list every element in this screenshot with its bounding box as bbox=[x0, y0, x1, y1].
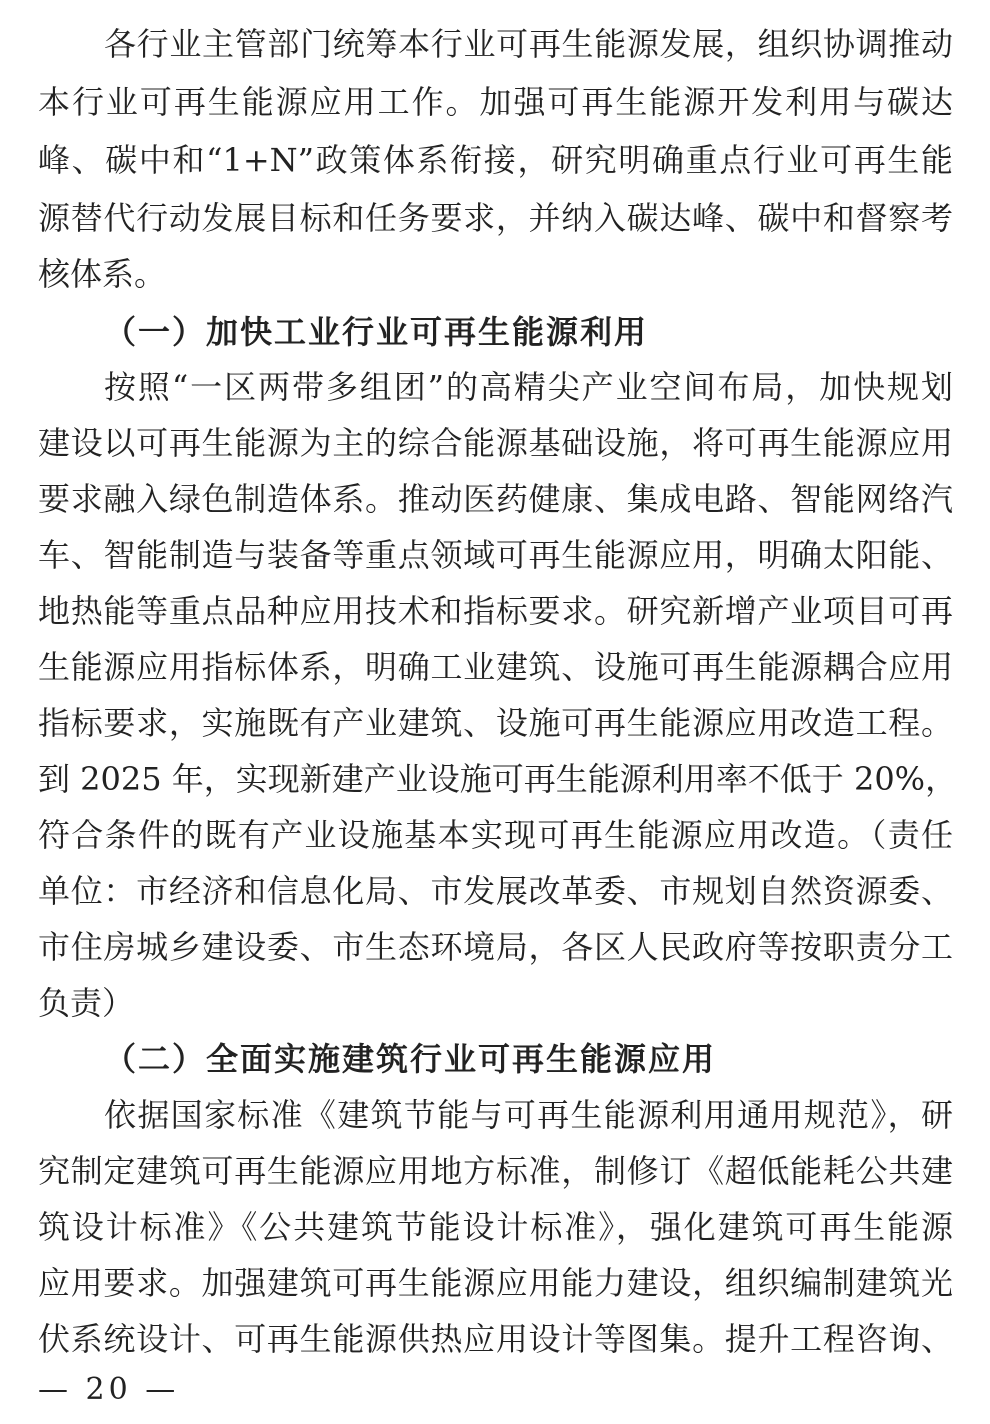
section-heading: （二）全面实施建筑行业可再生能源应用 bbox=[104, 1040, 717, 1078]
paragraph-line: 要求融入绿色制造体系。推动医药健康、集成电路、智能网络汽 bbox=[38, 480, 953, 518]
paragraph-line: 依据国家标准《建筑节能与可再生能源利用通用规范》，研 bbox=[104, 1096, 953, 1134]
page-number: — 20 — bbox=[38, 1372, 180, 1407]
paragraph-line: 本行业可再生能源应用工作。加强可再生能源开发利用与碳达 bbox=[38, 83, 953, 121]
paragraph-line: 车、智能制造与装备等重点领域可再生能源应用，明确太阳能、 bbox=[38, 536, 953, 574]
paragraph-line: 应用要求。加强建筑可再生能源应用能力建设，组织编制建筑光 bbox=[38, 1264, 953, 1302]
paragraph-line: 核体系。 bbox=[38, 255, 167, 293]
paragraph-line: 地热能等重点品种应用技术和指标要求。研究新增产业项目可再 bbox=[38, 592, 953, 630]
section-heading: （一）加快工业行业可再生能源利用 bbox=[104, 313, 649, 351]
paragraph-line: 单位：市经济和信息化局、市发展改革委、市规划自然资源委、 bbox=[38, 872, 953, 910]
paragraph-line: 建设以可再生能源为主的综合能源基础设施，将可再生能源应用 bbox=[38, 424, 953, 462]
paragraph-line: 到 2025 年，实现新建产业设施可再生能源利用率不低于 20%， bbox=[38, 760, 958, 798]
paragraph-line: 究制定建筑可再生能源应用地方标准，制修订《超低能耗公共建 bbox=[38, 1152, 953, 1190]
paragraph-line: 生能源应用指标体系，明确工业建筑、设施可再生能源耦合应用 bbox=[38, 648, 953, 686]
paragraph-line: 各行业主管部门统筹本行业可再生能源发展，组织协调推动 bbox=[104, 25, 953, 63]
paragraph-line: 筑设计标准》《公共建筑节能设计标准》，强化建筑可再生能源 bbox=[38, 1208, 953, 1246]
paragraph-line: 源替代行动发展目标和任务要求，并纳入碳达峰、碳中和督察考 bbox=[38, 199, 953, 237]
paragraph-line: 指标要求，实施既有产业建筑、设施可再生能源应用改造工程。 bbox=[38, 704, 953, 742]
paragraph-line: 峰、碳中和“1+N”政策体系衔接，研究明确重点行业可再生能 bbox=[38, 141, 953, 179]
paragraph-line: 符合条件的既有产业设施基本实现可再生能源应用改造。（责任 bbox=[38, 816, 953, 854]
paragraph-line: 按照“一区两带多组团”的高精尖产业空间布局，加快规划 bbox=[104, 368, 953, 406]
paragraph-line: 市住房城乡建设委、市生态环境局，各区人民政府等按职责分工 bbox=[38, 928, 953, 966]
paragraph-line: 负责） bbox=[38, 984, 135, 1022]
paragraph-line: 伏系统设计、可再生能源供热应用设计等图集。提升工程咨询、 bbox=[38, 1320, 953, 1358]
